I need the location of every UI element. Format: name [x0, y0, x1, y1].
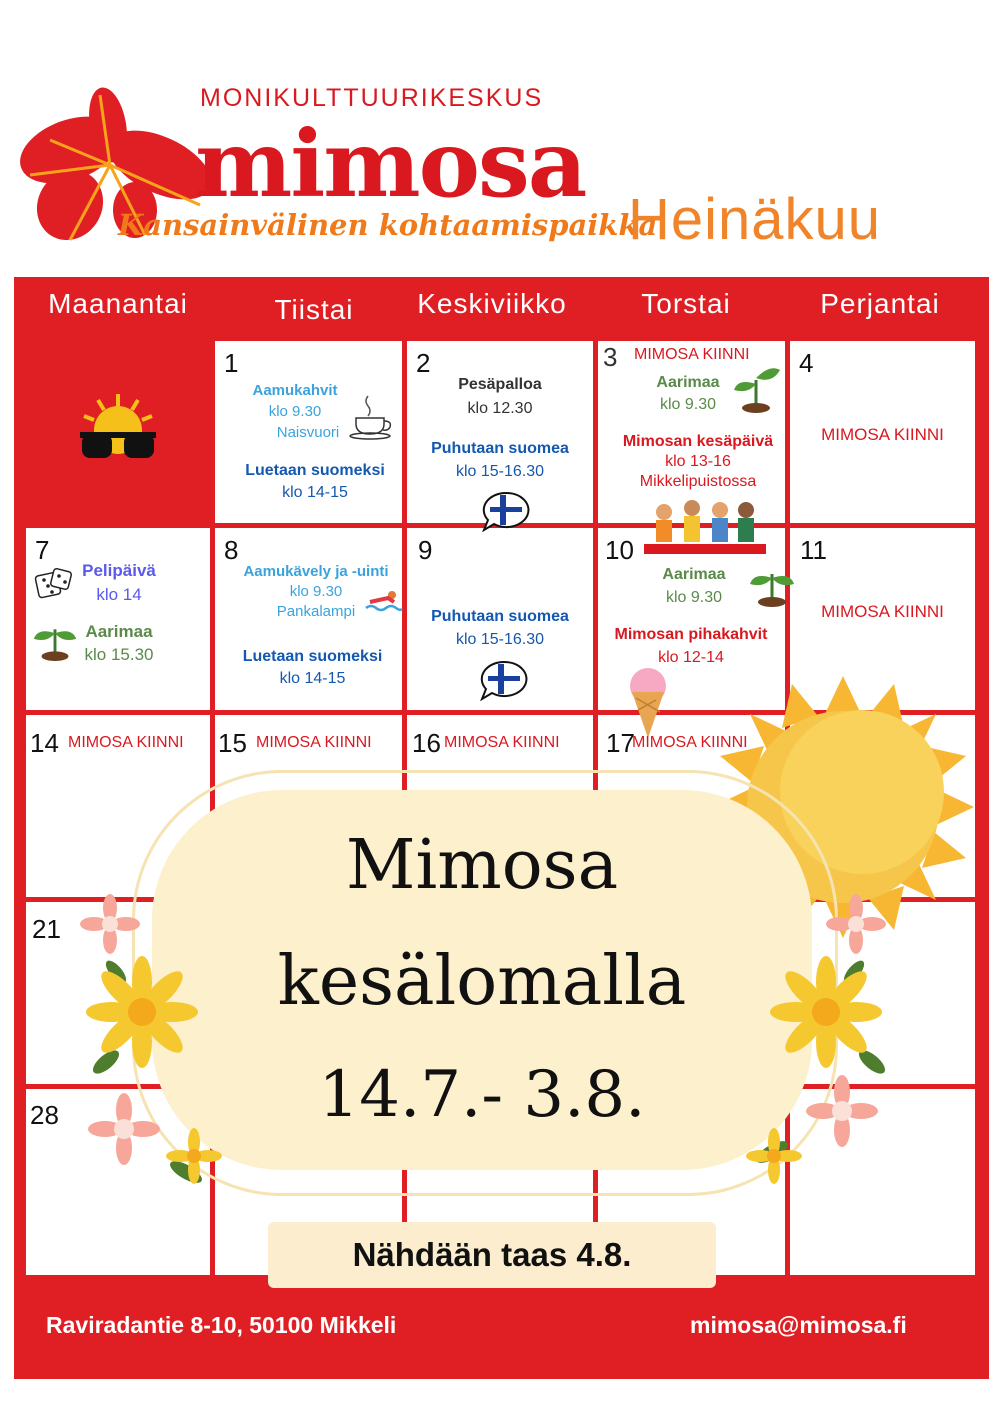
- event-place: Pankalampi: [276, 603, 356, 620]
- day-number: 14: [30, 728, 59, 758]
- event-time: klo 15-16.30: [455, 463, 545, 480]
- event-time: klo 12.30: [467, 400, 533, 417]
- event-time: klo 12-14: [658, 649, 724, 666]
- weekday-friday: Perjantai: [820, 288, 940, 319]
- day-number: 1: [224, 348, 239, 378]
- org-tagline: Kansainvälinen kohtaamispaikka: [118, 208, 658, 242]
- banner-dates: 14.7.- 3.8.: [318, 1058, 646, 1132]
- event-place: Naisvuori: [276, 424, 340, 441]
- day-number: 15: [218, 728, 247, 758]
- coffee-cup-icon: [348, 394, 396, 440]
- event-time: klo 14-15: [282, 484, 348, 501]
- day-number: 28: [30, 1100, 59, 1130]
- closed-notice: MIMOSA KIINNI: [821, 602, 944, 621]
- event-time: klo 14: [96, 585, 142, 604]
- day-number: 3: [603, 342, 618, 372]
- day-number: 17: [606, 728, 635, 758]
- day-number: 10: [605, 535, 634, 565]
- weekday-thursday: Torstai: [641, 288, 731, 319]
- closed-notice: MIMOSA KIINNI: [68, 734, 184, 751]
- event-time: klo 9.30: [289, 583, 343, 600]
- day-number: 8: [224, 535, 239, 565]
- closed-notice: MIMOSA KIINNI: [632, 734, 748, 751]
- dice-icon: [34, 566, 74, 602]
- event-title: Puhutaan suomea: [431, 440, 569, 457]
- swimmer-icon: [364, 588, 404, 614]
- event-title: Aarimaa: [662, 566, 726, 583]
- finnish-flag-speech-icon: [478, 659, 530, 701]
- weekday-tuesday: Tiistai: [274, 294, 354, 325]
- footer-email[interactable]: mimosa@mimosa.fi: [690, 1312, 907, 1338]
- closed-notice: MIMOSA KIINNI: [821, 425, 944, 444]
- sprout-plant-icon: [746, 556, 798, 608]
- event-title: Pelipäivä: [82, 561, 156, 580]
- day-number: 7: [35, 535, 50, 565]
- event-title: Luetaan suomeksi: [242, 648, 383, 665]
- finnish-flag-speech-icon: [480, 490, 532, 532]
- banner-line-2: kesälomalla: [277, 942, 687, 1021]
- event-title: Pesäpalloa: [458, 376, 542, 393]
- month-title: Heinäkuu: [628, 187, 882, 252]
- event-time: klo 15-16.30: [455, 631, 545, 648]
- org-name: mimosa: [195, 110, 586, 218]
- footer-address: Raviradantie 8-10, 50100 Mikkeli: [46, 1312, 397, 1338]
- closed-notice: MIMOSA KIINNI: [444, 734, 560, 751]
- event-place: Mikkelipuistossa: [639, 473, 757, 490]
- event-title: Mimosan kesäpäivä: [622, 433, 774, 450]
- event-time: klo 15.30: [84, 645, 154, 664]
- picnic-people-icon: [640, 494, 770, 558]
- day-number: 4: [799, 348, 814, 378]
- day-number: 11: [800, 535, 827, 565]
- event-title: Aarimaa: [656, 374, 720, 391]
- event-title: Puhutaan suomea: [431, 608, 569, 625]
- event-time: klo 13-16: [665, 453, 731, 470]
- event-title: Luetaan suomeksi: [245, 462, 385, 479]
- event-title: Mimosan pihakahvit: [614, 626, 768, 643]
- event-title: Aamukävely ja -uinti: [243, 563, 389, 580]
- day-number: 21: [32, 914, 61, 944]
- weekday-monday: Maanantai: [48, 288, 188, 319]
- event-title: Aarimaa: [85, 622, 153, 641]
- event-title: Aamukahvit: [252, 382, 338, 399]
- event-time: klo 14-15: [279, 670, 346, 687]
- weekday-wednesday: Keskiviikko: [417, 288, 567, 319]
- banner-line-1: Mimosa: [345, 826, 619, 905]
- event-time: klo 9.30: [665, 589, 723, 606]
- event-time: klo 9.30: [268, 403, 322, 420]
- closed-notice: MIMOSA KIINNI: [634, 346, 750, 363]
- day-number: 9: [418, 535, 433, 565]
- see-you-text: Nähdään taas 4.8.: [352, 1236, 632, 1273]
- closed-notice: MIMOSA KIINNI: [256, 734, 372, 751]
- day-number: 16: [412, 728, 441, 758]
- org-type-label: MONIKULTTUURIKESKUS: [200, 84, 544, 112]
- sun-sunglasses-icon: [76, 392, 160, 464]
- day-number: 2: [416, 348, 431, 378]
- sprout-plant-icon: [730, 362, 782, 414]
- flower-bouquet-right-icon: [742, 892, 902, 1212]
- event-time: klo 9.30: [659, 396, 717, 413]
